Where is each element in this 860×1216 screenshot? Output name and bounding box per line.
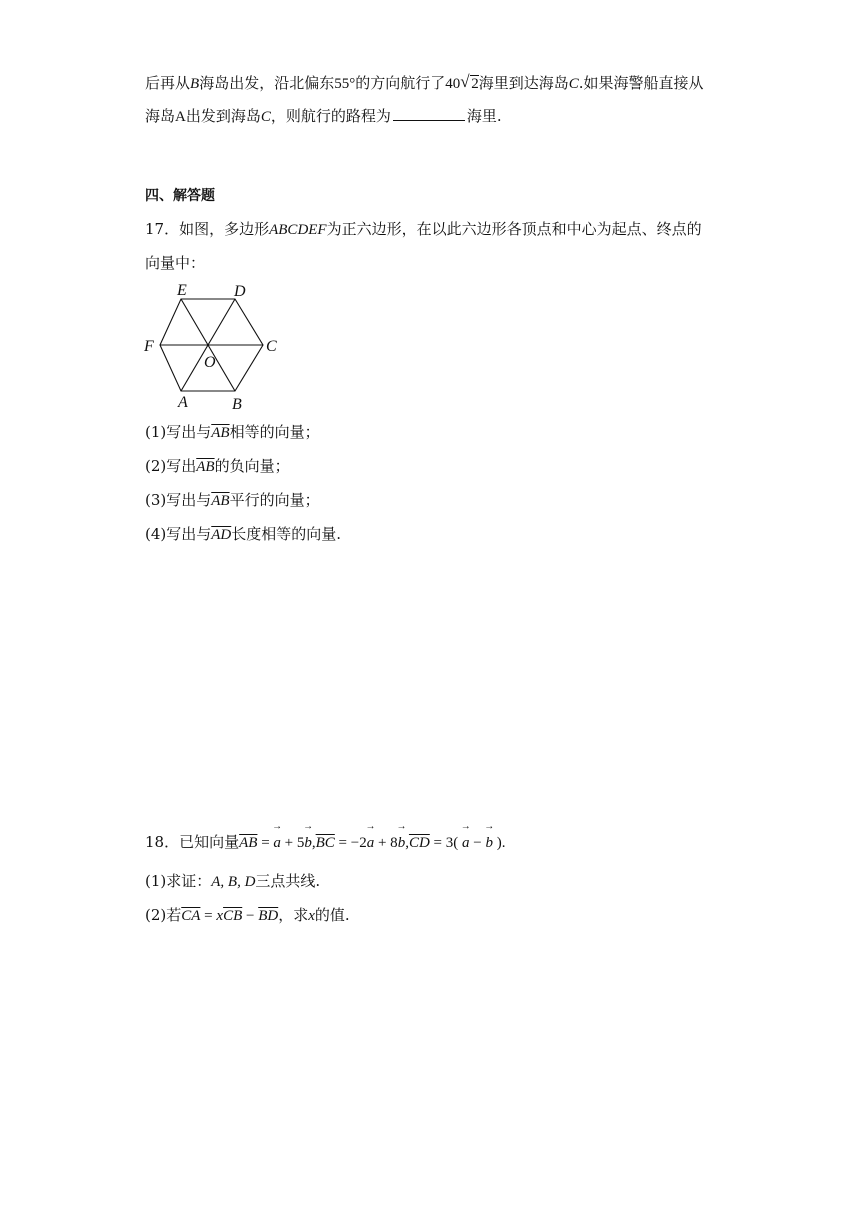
label-f: F xyxy=(144,338,154,355)
q17-item-3: (3)写出与$\overline{AB}$平行的向量； xyxy=(145,491,320,509)
label-d: D xyxy=(234,283,246,300)
hexagon-figure xyxy=(142,283,282,415)
q17-item-1: (1)写出与$\overline{AB}$相等的向量； xyxy=(145,423,320,441)
answer-blank[interactable] xyxy=(393,106,465,121)
q17-number: 17． xyxy=(145,220,180,238)
label-c: C xyxy=(266,338,277,355)
prev-problem-line-2: 海岛A出发到海岛C，则航行的路程为 海里. xyxy=(145,107,502,125)
q17-line-1: 17．如图，多边形ABCDEF为正六边形，在以此六边形各顶点和中心为起点、终点的 xyxy=(145,220,702,238)
q18-line-1: 18．已知向量$\overline{AB}$ = → $a + 5\to b,\overline{BC} = -2\to a + 8\to b,\overline{CD} = 3( \to a$ − → b ). xyxy=(145,832,505,853)
q17-item-2: (2)写出$\overline{AB}$的负向量； xyxy=(145,457,290,475)
distance-coefficient: 40 xyxy=(445,76,461,92)
q18-item-1: (1)求证：A, B, D三点共线. xyxy=(145,872,321,890)
label-o: O xyxy=(204,354,216,371)
prev-problem-line-1: 后再从B海岛出发，沿北偏东55°的方向航行了40 √ 2海里到达海岛C.如果海警船直接从 xyxy=(145,72,704,92)
sqrt-expression: √ 2 xyxy=(460,72,479,92)
q17-item-4: (4)写出与$\overline{AD}$长度相等的向量. xyxy=(145,525,342,543)
q17-line-2: 向量中： xyxy=(145,254,206,272)
label-b: B xyxy=(232,396,242,413)
label-e: E xyxy=(177,283,187,299)
label-a: A xyxy=(178,394,188,411)
q18-number: 18． xyxy=(145,833,180,851)
hexagon-lines xyxy=(160,299,263,391)
q18-item-2: (2)若$\overline{CA} = x\overline{CB} - \overline{BD}$，求x的值. xyxy=(145,906,350,924)
section-title: 四、解答题 xyxy=(145,188,215,204)
